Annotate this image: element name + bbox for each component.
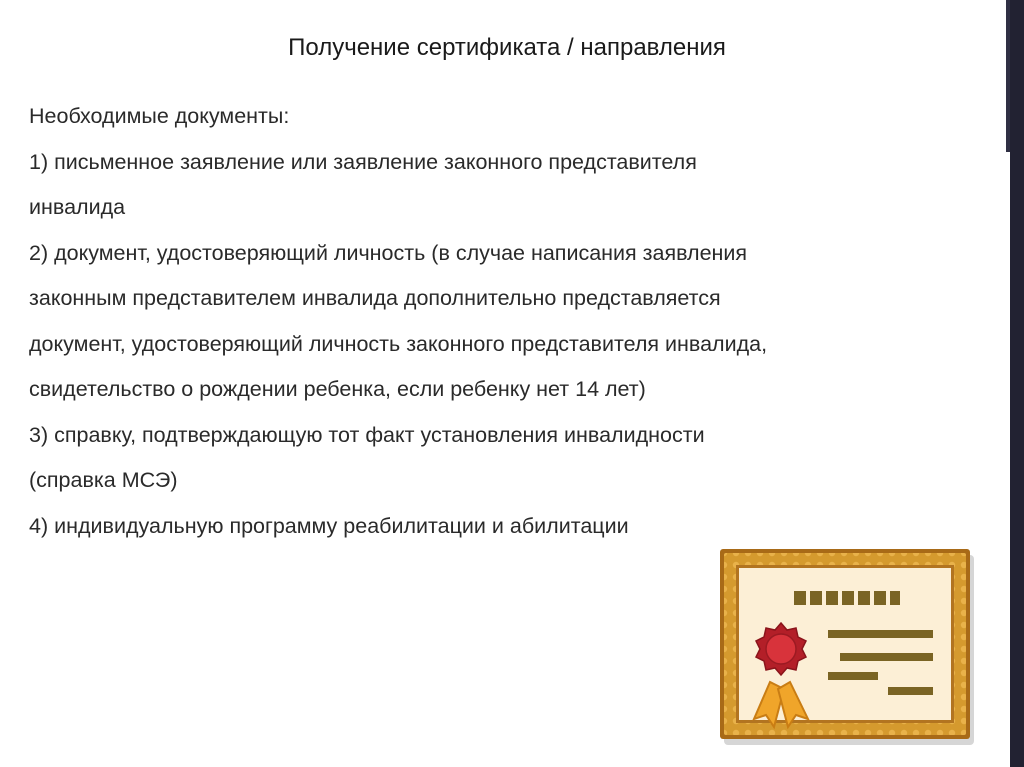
right-accent-bar [1010,0,1024,767]
list-heading: Необходимые документы: [29,104,290,128]
list-item: 4) индивидуальную программу реабилитации и абилитации [29,513,629,538]
list-item: инвалида [29,195,126,219]
list-item: 2) документ, удостоверяющий личность (в случае написания заявления [29,240,748,265]
list-item: свидетельство о рождении ребенка, если ребенку нет 14 лет) [29,377,646,401]
list-item: 1) письменное заявление или заявление законного представителя [29,149,697,174]
list-item: 3) справку, подтверждающую тот факт установления инвалидности [29,422,705,447]
list-item: (справка МСЭ) [29,468,178,492]
list-item: документ, удостоверяющий личность законного представителя инвалида, [29,331,768,356]
document-list [29,94,949,549]
list-item: законным представителем инвалида дополнительно представляется [29,286,721,310]
certificate-icon [718,547,976,747]
slide-title: Получение сертификата / направления [288,34,726,61]
